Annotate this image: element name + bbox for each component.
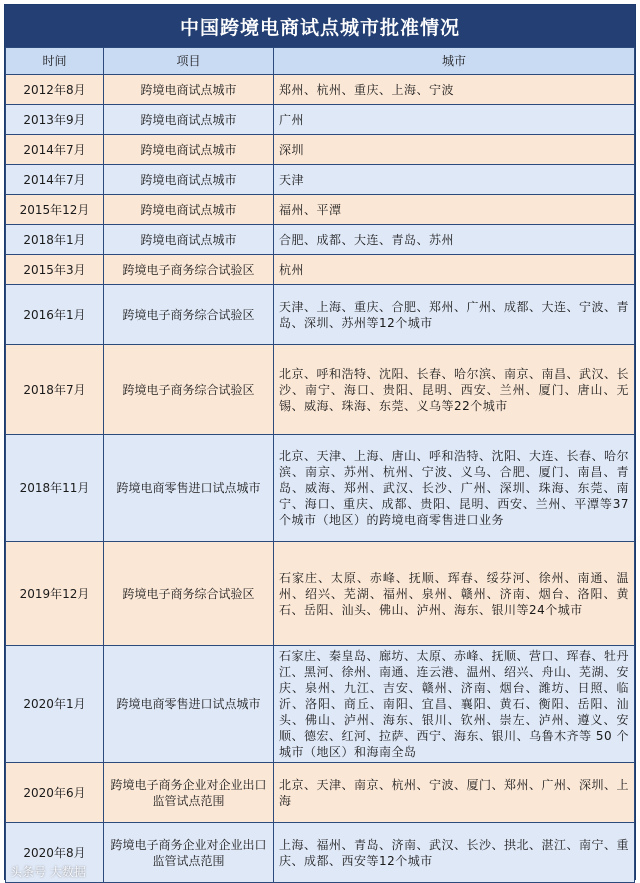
cell-cities: 深圳 (274, 135, 635, 165)
table-row (6, 225, 635, 255)
table-row (6, 105, 635, 135)
cell-project: 跨境电商试点城市 (104, 225, 274, 255)
table-row (6, 646, 635, 763)
table-row (6, 285, 635, 345)
cell-project: 跨境电子商务综合试验区 (104, 345, 274, 435)
cell-cities: 郑州、杭州、重庆、上海、宁波 (274, 75, 635, 105)
cell-project: 跨境电商零售进口试点城市 (104, 435, 274, 542)
header-cities: 城市 (274, 48, 635, 75)
cell-cities: 北京、天津、上海、唐山、呼和浩特、沈阳、大连、长春、哈尔滨、南京、苏州、杭州、宁波、义乌、合肥、厦门、南昌、青岛、威海、郑州、武汉、长沙、广州、深圳、珠海、东莞、南宁、海口、重庆、成都、贵阳、昆明、西安、兰州、平潭等37个城市（地区）的跨境电商零售进口业务 (274, 435, 635, 542)
table-row (6, 135, 635, 165)
table-row (6, 345, 635, 435)
watermark: 头条号 大数据 (10, 865, 86, 879)
cell-time: 2018年7月 (6, 345, 104, 435)
table-row (6, 763, 635, 823)
cell-cities: 北京、天津、南京、杭州、宁波、厦门、郑州、广州、深圳、上海 (274, 763, 635, 823)
cell-time: 2012年8月 (6, 75, 104, 105)
cell-cities: 北京、呼和浩特、沈阳、长春、哈尔滨、南京、南昌、武汉、长沙、南宁、海口、贵阳、昆明、西安、兰州、厦门、唐山、无锡、威海、珠海、东莞、义乌等22个城市 (274, 345, 635, 435)
pilot-city-table (5, 47, 635, 883)
cell-time: 2016年1月 (6, 285, 104, 345)
table-row (6, 823, 635, 883)
cell-project: 跨境电子商务综合试验区 (104, 542, 274, 646)
cell-project: 跨境电商试点城市 (104, 75, 274, 105)
cell-time: 2020年8月 (6, 823, 104, 883)
cell-time: 2018年1月 (6, 225, 104, 255)
header-row (6, 48, 635, 75)
header-time: 时间 (6, 48, 104, 75)
table-row (6, 75, 635, 105)
table-row (6, 165, 635, 195)
cell-project: 跨境电商试点城市 (104, 135, 274, 165)
cell-cities: 杭州 (274, 255, 635, 285)
cell-cities: 石家庄、秦皇岛、廊坊、太原、赤峰、抚顺、营口、珲春、牡丹江、黑河、徐州、南通、连云港、温州、绍兴、舟山、芜湖、安庆、泉州、九江、吉安、赣州、济南、烟台、潍坊、日照、临沂、洛阳、商丘、南阳、宜昌、襄阳、黄石、衡阳、岳阳、汕头、佛山、泸州、海东、银川、钦州、崇左、泸州、遵义、安顺、德宏、红河、拉萨、西宁、海东、银川、乌鲁木齐等 50 个城市（地区）和海南全岛 (274, 646, 635, 763)
cell-cities: 上海、福州、青岛、济南、武汉、长沙、拱北、湛江、南宁、重庆、成都、西安等12个城市 (274, 823, 635, 883)
cell-cities: 石家庄、太原、赤峰、抚顺、珲春、绥芬河、徐州、南通、温州、绍兴、芜湖、福州、泉州、赣州、济南、烟台、洛阳、黄石、岳阳、汕头、佛山、泸州、海东、银川等24个城市 (274, 542, 635, 646)
cell-cities: 天津 (274, 165, 635, 195)
table-row (6, 255, 635, 285)
cell-time: 2020年6月 (6, 763, 104, 823)
cell-cities: 天津、上海、重庆、合肥、郑州、广州、成都、大连、宁波、青岛、深圳、苏州等12个城市 (274, 285, 635, 345)
table-row (6, 435, 635, 542)
cell-project: 跨境电子商务企业对企业出口监管试点范围 (104, 823, 274, 883)
cell-time: 2013年9月 (6, 105, 104, 135)
cell-project: 跨境电子商务综合试验区 (104, 255, 274, 285)
header-project: 项目 (104, 48, 274, 75)
cell-time: 2018年11月 (6, 435, 104, 542)
cell-time: 2019年12月 (6, 542, 104, 646)
cell-project: 跨境电子商务企业对企业出口监管试点范围 (104, 763, 274, 823)
cell-project: 跨境电商试点城市 (104, 105, 274, 135)
cell-project: 跨境电商零售进口试点城市 (104, 646, 274, 763)
cell-time: 2015年3月 (6, 255, 104, 285)
table-row (6, 542, 635, 646)
cell-project: 跨境电商试点城市 (104, 195, 274, 225)
table-frame (4, 4, 636, 880)
cell-cities: 福州、平潭 (274, 195, 635, 225)
cell-time: 2014年7月 (6, 165, 104, 195)
table-row (6, 195, 635, 225)
cell-time: 2014年7月 (6, 135, 104, 165)
table-title: 中国跨境电商试点城市批准情况 (5, 5, 635, 47)
cell-time: 2015年12月 (6, 195, 104, 225)
cell-cities: 合肥、成都、大连、青岛、苏州 (274, 225, 635, 255)
cell-project: 跨境电商试点城市 (104, 165, 274, 195)
cell-cities: 广州 (274, 105, 635, 135)
cell-project: 跨境电子商务综合试验区 (104, 285, 274, 345)
cell-time: 2020年1月 (6, 646, 104, 763)
